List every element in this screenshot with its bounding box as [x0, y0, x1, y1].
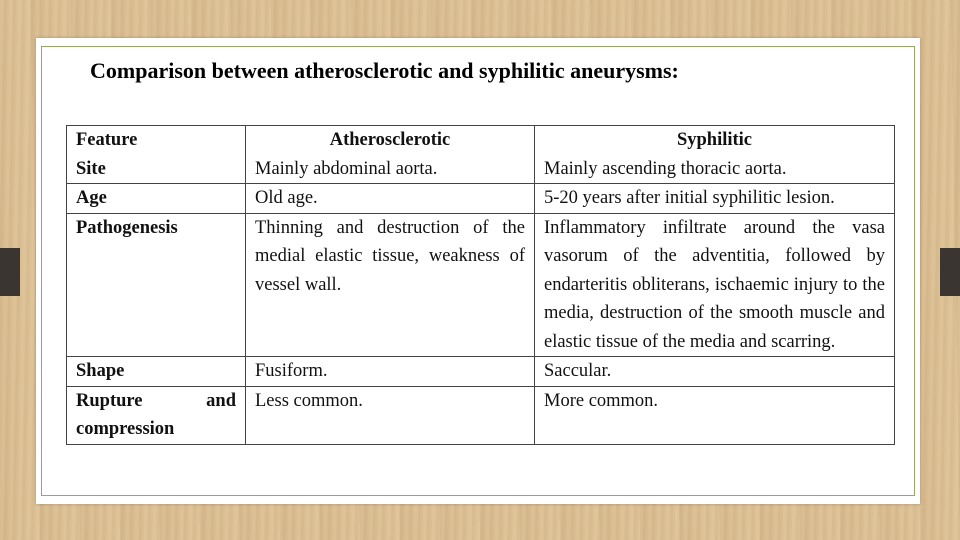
- header-cell-atherosclerotic: [246, 126, 535, 184]
- table-row: [67, 357, 895, 387]
- atherosclerotic-site-text: Mainly abdominal aorta.: [255, 158, 438, 179]
- header-atherosclerotic-label: Atherosclerotic: [329, 130, 451, 150]
- right-edge-tab: [940, 248, 960, 296]
- row-feature-cell: Age: [67, 184, 246, 214]
- row-feature-cell: Shape: [67, 357, 246, 387]
- syphilitic-site-text: Mainly ascending thoracic aorta.: [544, 158, 787, 179]
- row-syphilitic-cell: Inflammatory infiltrate around the vasa vasorum of the adventitia, followed by endarteritis obliterans, ischaemic injury to the media, destruction of the smooth muscle and elastic tissue of the media and scarring.: [535, 213, 895, 357]
- row-atherosclerotic-cell: Thinning and destruction of the medial elastic tissue, weakness of vessel wall.: [246, 213, 535, 357]
- slide: [36, 38, 920, 504]
- row-atherosclerotic-cell: Old age.: [246, 184, 535, 214]
- header-cell-feature: [67, 126, 246, 184]
- header-cell-syphilitic: [535, 126, 895, 184]
- row-atherosclerotic-cell: Less common.: [246, 386, 535, 444]
- table-row: [67, 213, 895, 357]
- row-atherosclerotic-cell: Fusiform.: [246, 357, 535, 387]
- table-row: [67, 184, 895, 214]
- row-syphilitic-cell: Saccular.: [535, 357, 895, 387]
- row-feature-cell: Pathogenesis: [67, 213, 246, 357]
- table-row: [67, 386, 895, 444]
- header-syphilitic-label: Syphilitic: [676, 130, 753, 150]
- slide-title: Comparison between atherosclerotic and syphilitic aneurysms:: [90, 58, 679, 83]
- table-header-row: [67, 126, 895, 184]
- row-feature-cell: Rupture and compression: [67, 386, 246, 444]
- comparison-table: [66, 125, 895, 445]
- row-syphilitic-cell: 5-20 years after initial syphilitic lesion.: [535, 184, 895, 214]
- left-edge-tab: [0, 248, 20, 296]
- row-syphilitic-cell: More common.: [535, 386, 895, 444]
- header-feature-label: Feature: [76, 130, 138, 150]
- header-site-label: Site: [76, 158, 106, 179]
